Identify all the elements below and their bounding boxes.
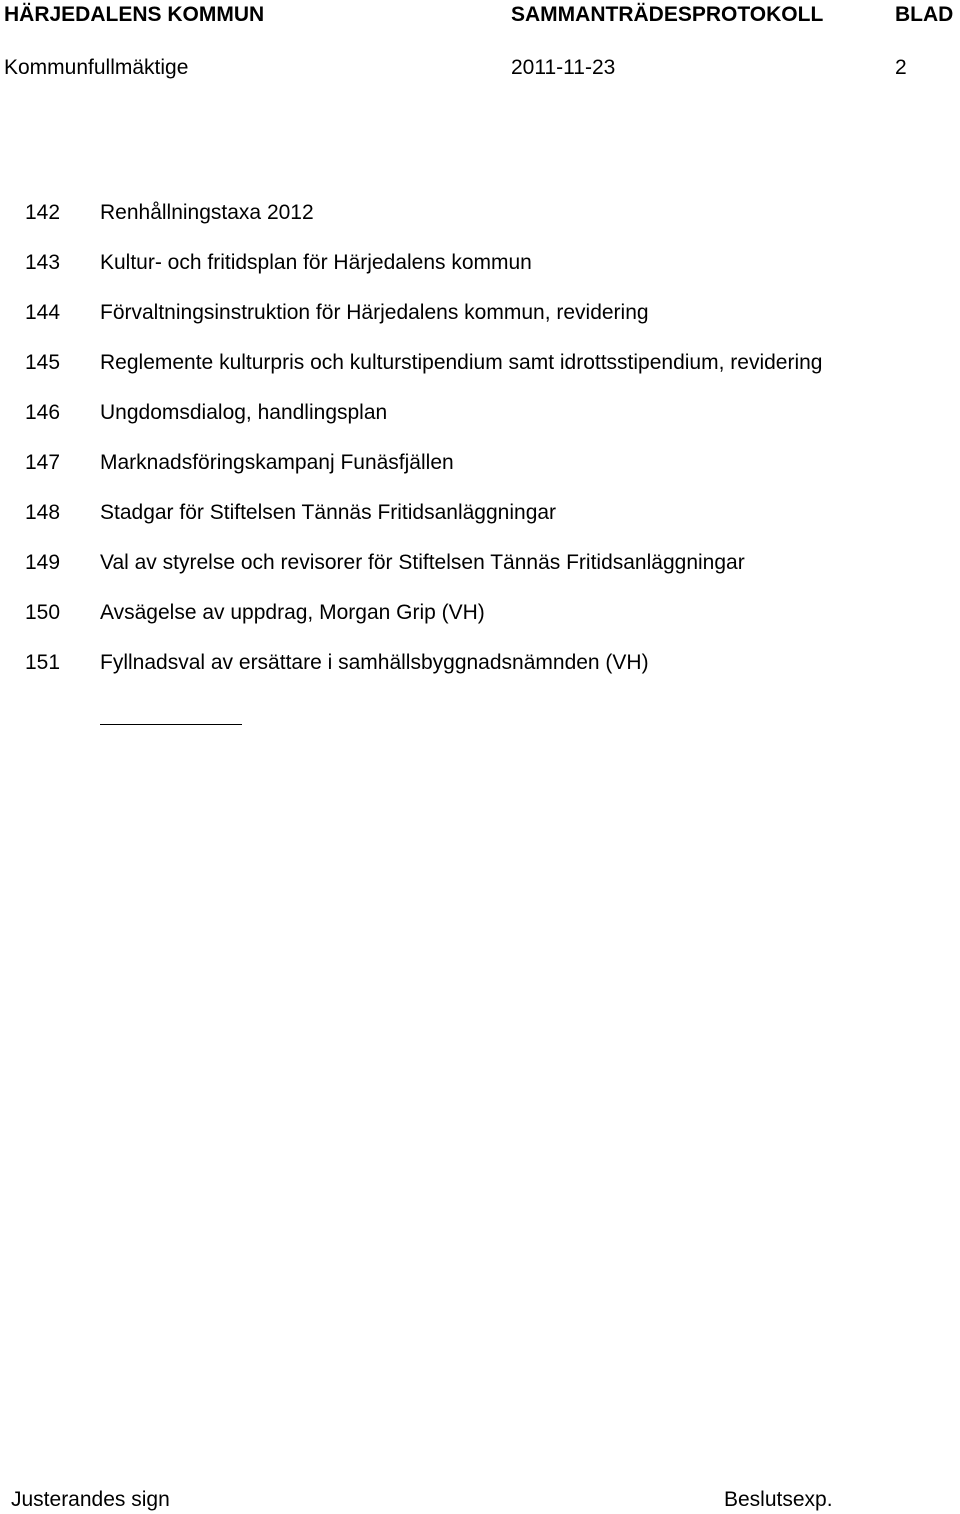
agenda-item (0, 499, 960, 549)
page-number: 2 (895, 56, 907, 79)
item-number: 145 (25, 351, 61, 374)
item-title: Ungdomsdialog, handlingsplan (100, 401, 388, 424)
organization-name: HÄRJEDALENS KOMMUN (4, 3, 265, 26)
item-number: 150 (25, 601, 61, 624)
agenda-item (0, 399, 960, 449)
item-number: 143 (25, 251, 61, 274)
agenda-item (0, 349, 960, 399)
meeting-date: 2011-11-23 (511, 56, 616, 79)
end-of-list-divider (100, 724, 242, 725)
agenda-item (0, 549, 960, 599)
item-number: 151 (25, 651, 61, 674)
agenda-item (0, 449, 960, 499)
item-title: Reglemente kulturpris och kulturstipendium samt idrottsstipendium, revidering (100, 351, 823, 374)
item-number: 142 (25, 201, 61, 224)
sheet-label: BLAD (895, 3, 954, 26)
agenda-list (0, 199, 960, 699)
item-title: Val av styrelse och revisorer för Stiftelsen Tännäs Fritidsanläggningar (100, 551, 745, 574)
item-title: Marknadsföringskampanj Funäsfjällen (100, 451, 454, 474)
agenda-item (0, 299, 960, 349)
item-number: 147 (25, 451, 61, 474)
agenda-item (0, 199, 960, 249)
document-type: SAMMANTRÄDESPROTOKOLL (511, 3, 824, 26)
item-title: Avsägelse av uppdrag, Morgan Grip (VH) (100, 601, 485, 624)
agenda-item (0, 649, 960, 699)
signature-label: Justerandes sign (11, 1488, 170, 1511)
meeting-body: Kommunfullmäktige (4, 56, 189, 79)
item-number: 146 (25, 401, 61, 424)
agenda-item (0, 249, 960, 299)
item-number: 149 (25, 551, 61, 574)
agenda-item (0, 599, 960, 649)
item-title: Stadgar för Stiftelsen Tännäs Fritidsanläggningar (100, 501, 557, 524)
item-number: 144 (25, 301, 61, 324)
item-title: Förvaltningsinstruktion för Härjedalens kommun, revidering (100, 301, 649, 324)
item-title: Kultur- och fritidsplan för Härjedalens kommun (100, 251, 532, 274)
item-number: 148 (25, 501, 61, 524)
item-title: Fyllnadsval av ersättare i samhällsbyggnadsnämnden (VH) (100, 651, 649, 674)
item-title: Renhållningstaxa 2012 (100, 201, 314, 224)
extract-label: Beslutsexp. (724, 1488, 833, 1511)
